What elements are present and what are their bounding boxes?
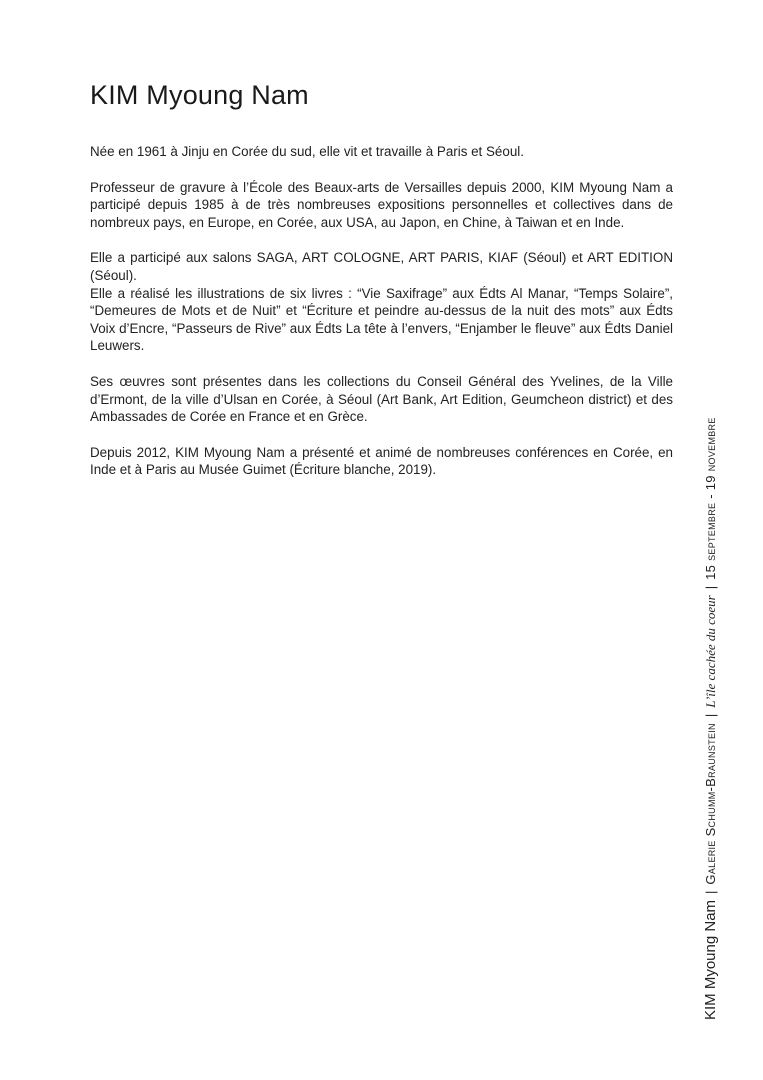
- sidebar-exhibition-title: L’île cachée du coeur: [703, 595, 718, 708]
- paragraph-collections: Ses œuvres sont présentes dans les collections du Conseil Général des Yvelines, de la Ville d’Ermont, de la ville d’Ulsan en Corée, à Séoul (Art Bank, Art Edition, Geumcheon district) et des Ambassades de Corée en France et en Grèce.: [90, 373, 673, 425]
- vertical-sidebar: [702, 417, 719, 1020]
- paragraph-salons: Elle a participé aux salons SAGA, ART COLOGNE, ART PARIS, KIAF (Séoul) et ART EDITION (Séoul).: [90, 250, 673, 283]
- sidebar-dates: 15 septembre - 19 novembre: [703, 417, 718, 580]
- paragraph-conferences: Depuis 2012, KIM Myoung Nam a présenté et animé de nombreuses conférences en Corée, en Inde et à Paris au Musée Guimet (Écriture blanche, 2019).: [90, 444, 673, 478]
- sidebar-separator: |: [703, 585, 718, 590]
- paragraph-birth: Née en 1961 à Jinju en Corée du sud, elle vit et travaille à Paris et Séoul.: [90, 144, 524, 159]
- sidebar-separator: |: [703, 890, 718, 894]
- biography-text: [90, 143, 673, 497]
- sidebar-gallery: Galerie Schumm-Braunstein: [703, 723, 718, 885]
- sidebar-separator: |: [703, 713, 718, 718]
- paragraph-illustrations: Elle a réalisé les illustrations de six livres : “Vie Saxifrage” aux Édts Al Manar, “Temps Solaire”, “Demeures de Mots et de Nuit” et “Écriture et peindre au-dessus de la nuit des mots” aux Édts Voix d’Encre, “Passeurs de Rive” aux Édts La tête à l’envers, “Enjamber le fleuve” aux Édts Daniel Leuwers.: [90, 285, 673, 354]
- paragraph-career: Professeur de gravure à l’École des Beaux-arts de Versailles depuis 2000, KIM Myoung Nam a participé depuis 1985 à de très nombreuses expositions personnelles et collectives dans de nombreux pays, en Europe, en Corée, aux USA, au Japon, en Chine, à Taiwan et en Inde.: [90, 179, 673, 230]
- sidebar-artist-name: KIM Myoung Nam: [702, 899, 719, 1020]
- page-title: KIM Myoung Nam: [90, 80, 309, 110]
